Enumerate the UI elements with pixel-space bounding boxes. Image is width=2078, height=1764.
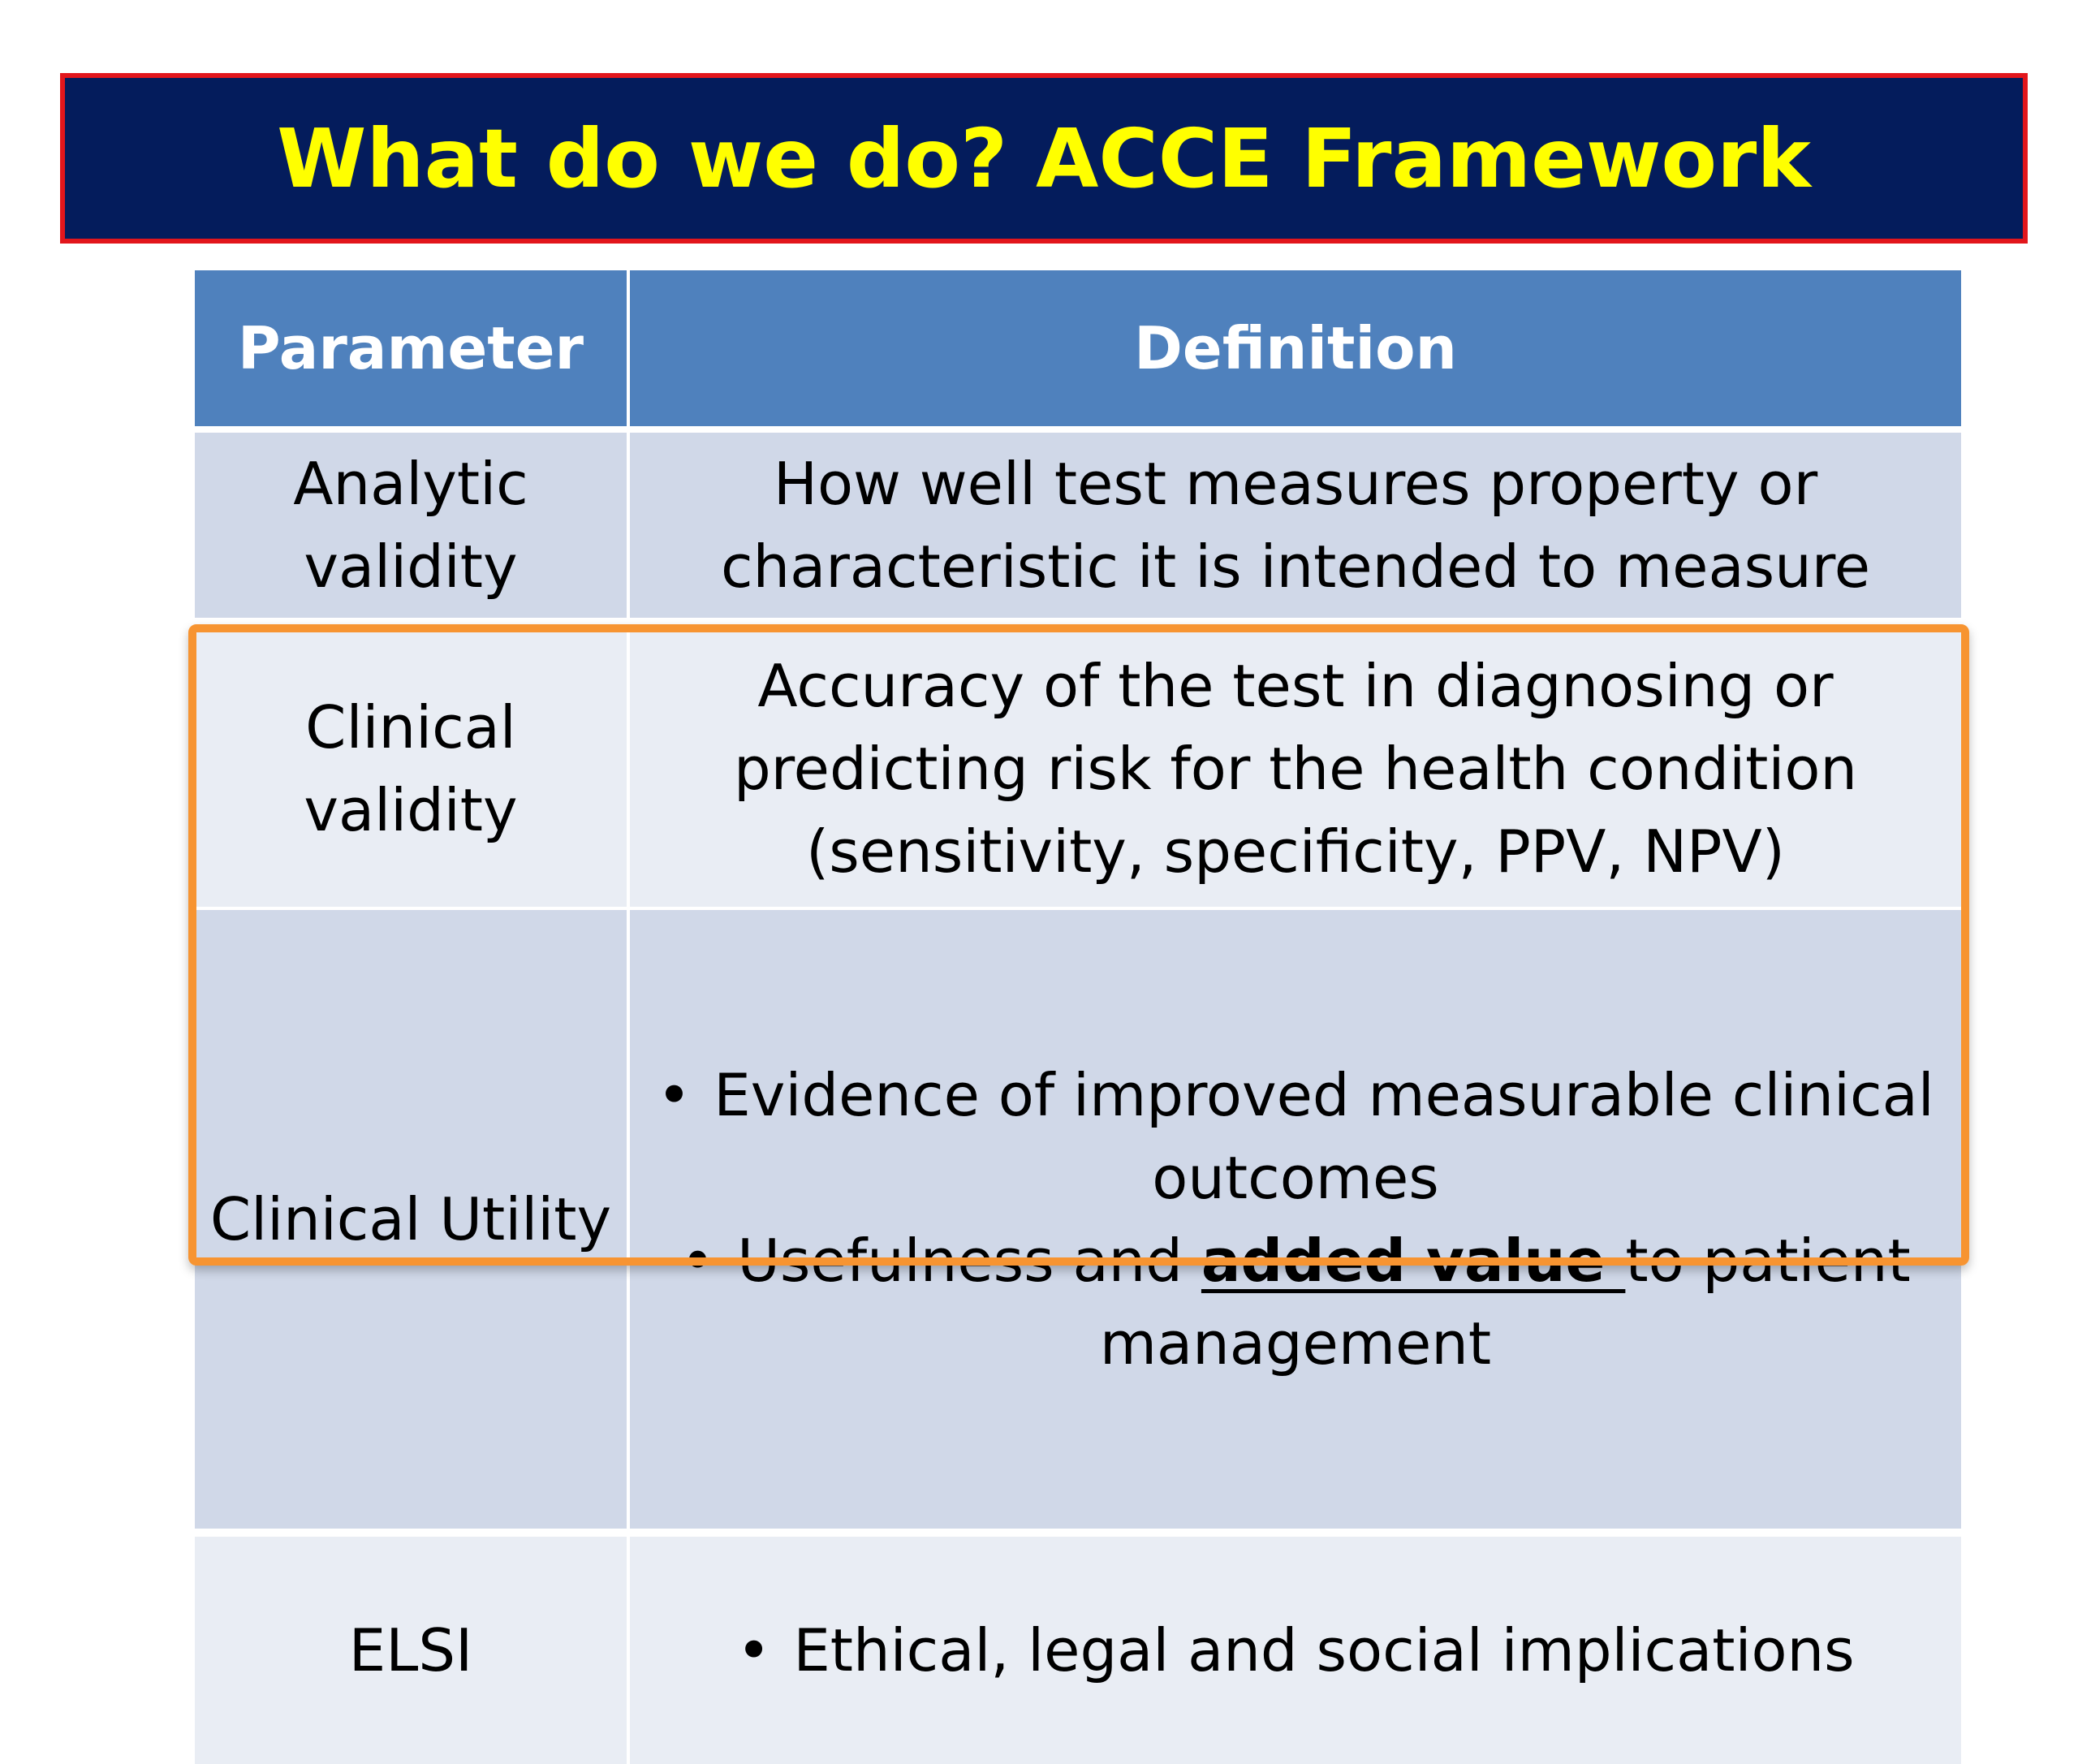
definition-line: How well test measures property or — [773, 450, 1818, 518]
definition-line: characteristic it is intended to measure — [720, 533, 1871, 601]
bullet-icon: • — [736, 1616, 771, 1684]
parameter-line: Analytic — [293, 450, 528, 518]
bullet-item — [654, 1609, 1937, 1692]
bullet-continuation: outcomes — [1152, 1144, 1439, 1212]
bullet-icon: • — [680, 1227, 715, 1295]
definition-cell — [630, 910, 1961, 1529]
parameter-cell — [195, 1537, 630, 1764]
bullet-text: Evidence of improved measurable clinical — [714, 1061, 1934, 1129]
header-definition: Definition — [630, 270, 1961, 426]
slide-title: What do we do? ACCE Framework — [277, 110, 1811, 206]
bullet-item — [654, 1054, 1937, 1136]
acce-framework-table — [195, 270, 1961, 1684]
bullet-text-before: Usefulness and — [737, 1227, 1201, 1295]
table-header-row — [195, 270, 1961, 426]
parameter-line: validity — [304, 533, 518, 601]
parameter-line: Clinical Utility — [209, 1185, 612, 1253]
parameter-line: ELSI — [348, 1616, 473, 1684]
definition-cell — [630, 1537, 1961, 1764]
bullet-text — [737, 1219, 1911, 1302]
parameter-line: Clinical — [305, 693, 516, 761]
header-parameter: Parameter — [195, 270, 630, 426]
definition-line: Accuracy of the test in diagnosing or — [757, 652, 1834, 720]
parameter-line: validity — [304, 776, 518, 844]
table-row-clinical-utility — [195, 910, 1961, 1529]
bullet-icon: • — [657, 1061, 692, 1129]
parameter-cell — [195, 433, 630, 618]
definition-line: (sensitivity, specificity, PPV, NPV) — [806, 817, 1785, 886]
parameter-cell — [195, 631, 630, 907]
table-row-analytic-validity — [195, 433, 1961, 618]
definition-cell — [630, 433, 1961, 618]
emphasized-text-added-value: added value — [1201, 1227, 1626, 1295]
bullet-text: Ethical, legal and social implications — [793, 1616, 1855, 1684]
parameter-cell — [195, 910, 630, 1529]
slide-title-bar — [60, 73, 2028, 244]
table-row-elsi — [195, 1537, 1961, 1764]
definition-line: predicting risk for the health condition — [733, 735, 1858, 803]
definition-cell — [630, 631, 1961, 907]
bullet-continuation: management — [1099, 1309, 1492, 1378]
table-row-clinical-validity — [195, 631, 1961, 907]
bullet-text-after: to patient — [1625, 1227, 1911, 1295]
bullet-item — [654, 1219, 1937, 1302]
